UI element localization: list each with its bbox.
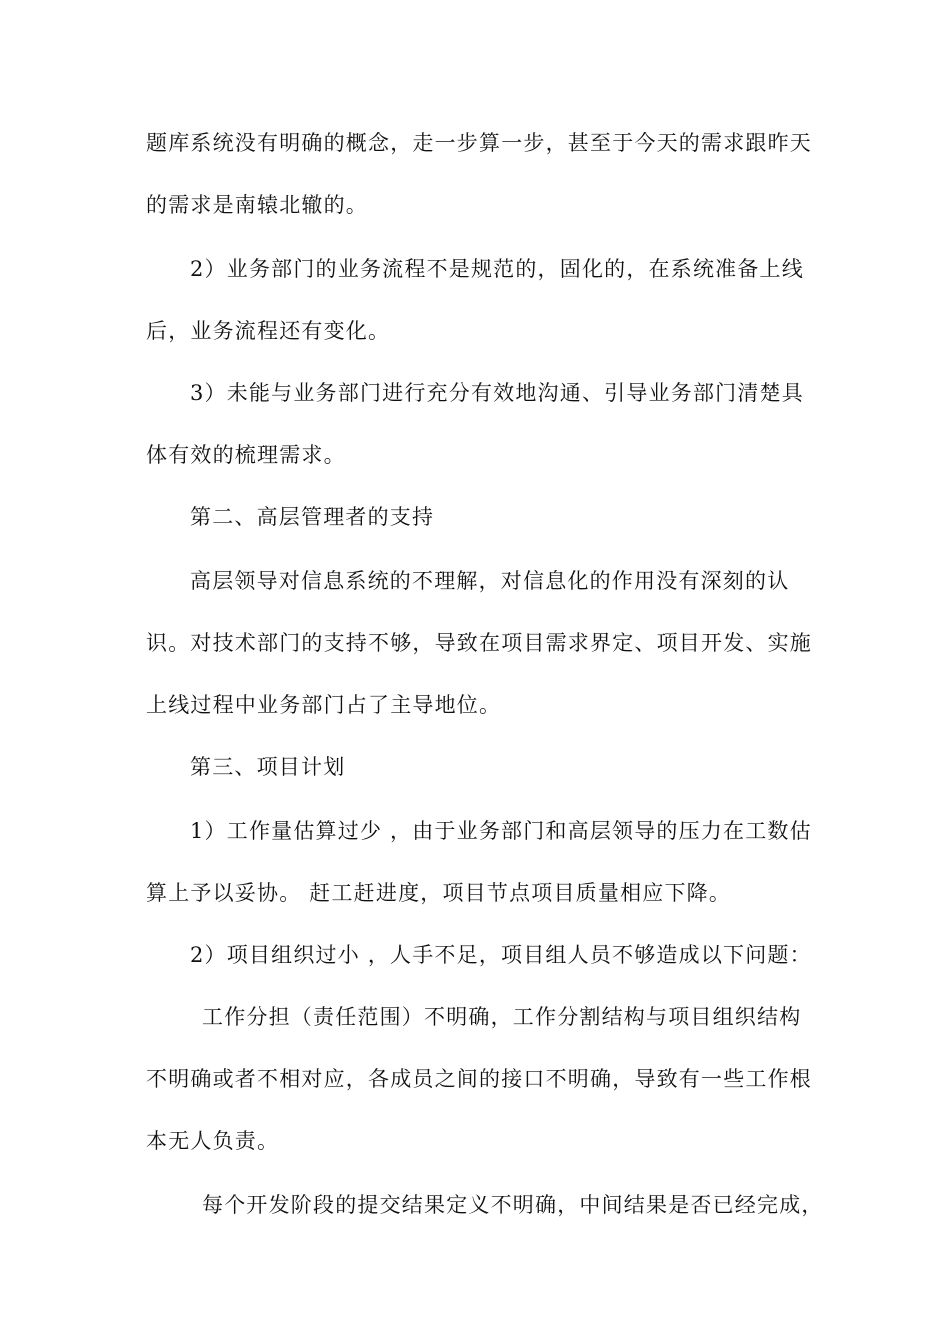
paragraph-line: 体有效的梳理需求。 [146,443,346,467]
paragraph-line: 2）项目组织过小 ，人手不足，项目组人员不够造成以下问题： [190,943,812,967]
paragraph-line: 上线过程中业务部门占了主导地位。 [146,693,502,717]
paragraph-line: 工作分担（责任范围）不明确，工作分割结构与项目组织结构 [202,1005,802,1029]
paragraph-line: 3）未能与业务部门进行充分有效地沟通、引导业务部门清楚具 [190,381,804,405]
paragraph-line: 后，业务流程还有变化。 [146,319,391,343]
paragraph-line: 的需求是南辕北辙的。 [146,193,368,217]
section-heading: 第二、高层管理者的支持 [190,505,435,529]
paragraph-line: 1）工作量估算过少 ，由于业务部门和高层领导的压力在工数估 [190,819,812,843]
paragraph-line: 不明确或者不相对应，各成员之间的接口不明确，导致有一些工作根 [146,1067,812,1091]
paragraph-line: 本无人负责。 [146,1129,280,1153]
paragraph-line: 2）业务部门的业务流程不是规范的，固化的，在系统准备上线 [190,257,804,281]
paragraph-line: 高层领导对信息系统的不理解，对信息化的作用没有深刻的认 [190,569,790,593]
section-heading: 第三、项目计划 [190,755,346,779]
paragraph-line: 题库系统没有明确的概念，走一步算一步，甚至于今天的需求跟昨天 [146,131,812,155]
paragraph-line: 每个开发阶段的提交结果定义不明确，中间结果是否已经完成， [202,1193,824,1217]
paragraph-line: 算上予以妥协。 赶工赶进度，项目节点项目质量相应下降。 [146,881,732,905]
paragraph-line: 识。对技术部门的支持不够，导致在项目需求界定、项目开发、实施 [146,631,812,655]
